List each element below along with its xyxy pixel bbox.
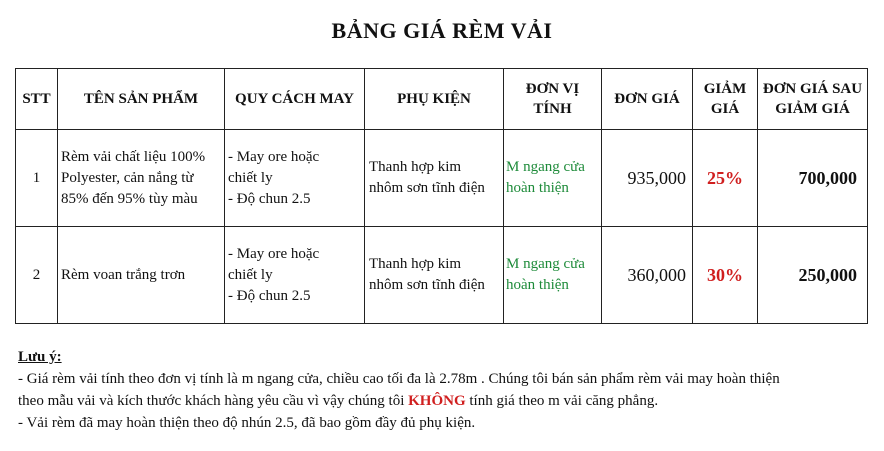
row-price: 360,000 bbox=[602, 227, 693, 324]
price-table bbox=[15, 68, 868, 324]
row-unit-line: M ngang cửa bbox=[506, 256, 585, 272]
row-accessories-line: nhôm sơn tĩnh điện bbox=[369, 180, 485, 196]
row-product-name-line: Rèm vải chất liệu 100% bbox=[61, 148, 206, 165]
row-spec-line: - May ore hoặc bbox=[228, 148, 320, 165]
row-price: 935,000 bbox=[602, 130, 693, 227]
notes-section bbox=[18, 346, 878, 434]
row-unit bbox=[504, 227, 602, 324]
row-product-name-line: 85% đến 95% tùy màu bbox=[61, 190, 198, 207]
row-final-price: 700,000 bbox=[758, 130, 868, 227]
notes-text: theo mẫu vải và kích thước khách hàng yêu cầu vì vậy chúng tôi bbox=[18, 393, 409, 409]
row-accessories-line: Thanh hợp kim bbox=[369, 159, 462, 175]
row-product-name bbox=[58, 130, 225, 227]
row-unit-line: hoàn thiện bbox=[506, 277, 569, 293]
row-accessories bbox=[365, 227, 504, 324]
header-accessories: PHỤ KIỆN bbox=[365, 69, 504, 130]
header-spec: QUY CÁCH MAY bbox=[225, 69, 365, 130]
notes-line bbox=[18, 390, 878, 412]
row-unit-line: hoàn thiện bbox=[506, 180, 569, 196]
row-unit-line: M ngang cửa bbox=[506, 159, 585, 175]
row-spec-line: chiết ly bbox=[228, 266, 273, 283]
row-discount: 25% bbox=[693, 130, 758, 227]
header-discount-line2: GIÁ bbox=[710, 101, 740, 117]
row-stt: 1 bbox=[16, 130, 58, 227]
header-product-name: TÊN SẢN PHẨM bbox=[58, 69, 225, 130]
table-header-row bbox=[16, 69, 868, 130]
row-spec-line: - Độ chun 2.5 bbox=[228, 190, 311, 207]
row-product-name-line: Rèm voan trắng trơn bbox=[61, 266, 186, 283]
header-unit bbox=[504, 69, 602, 130]
header-discount-line1: GIẢM bbox=[703, 81, 747, 97]
table-row bbox=[16, 130, 868, 227]
notes-line: - Vải rèm đã may hoàn thiện theo độ nhún 2.5, đã bao gồm đầy đủ phụ kiện. bbox=[18, 415, 476, 431]
row-discount: 30% bbox=[693, 227, 758, 324]
row-spec-line: - May ore hoặc bbox=[228, 245, 320, 262]
header-stt: STT bbox=[16, 69, 58, 130]
page-title: BẢNG GIÁ RÈM VẢI bbox=[331, 18, 553, 43]
header-final-line1: ĐƠN GIÁ SAU bbox=[762, 81, 863, 97]
header-price: ĐƠN GIÁ bbox=[602, 69, 693, 130]
notes-highlight: KHÔNG bbox=[408, 393, 466, 409]
row-spec bbox=[225, 130, 365, 227]
notes-text: tính giá theo m vải căng phẳng. bbox=[465, 393, 659, 409]
row-accessories bbox=[365, 130, 504, 227]
row-spec-line: - Độ chun 2.5 bbox=[228, 287, 311, 304]
row-product-name bbox=[58, 227, 225, 324]
notes-heading: Lưu ý: bbox=[18, 349, 62, 365]
row-spec bbox=[225, 227, 365, 324]
row-accessories-line: Thanh hợp kim bbox=[369, 256, 462, 272]
row-spec-line: chiết ly bbox=[228, 169, 273, 186]
row-product-name-line: Polyester, cản nắng từ bbox=[61, 169, 194, 186]
header-final-line2: GIẢM GIÁ bbox=[775, 101, 850, 117]
notes-line: - Giá rèm vải tính theo đơn vị tính là m ngang cửa, chiều cao tối đa là 2.78m . Chúng tôi bán sản phẩm rèm vải may hoàn thiện bbox=[18, 371, 780, 387]
table-row bbox=[16, 227, 868, 324]
row-final-price: 250,000 bbox=[758, 227, 868, 324]
row-accessories-line: nhôm sơn tĩnh điện bbox=[369, 277, 485, 293]
header-final-price bbox=[758, 69, 868, 130]
row-unit bbox=[504, 130, 602, 227]
row-stt: 2 bbox=[16, 227, 58, 324]
header-unit-line2: TÍNH bbox=[533, 101, 572, 117]
header-discount bbox=[693, 69, 758, 130]
header-unit-line1: ĐƠN VỊ bbox=[525, 81, 580, 97]
